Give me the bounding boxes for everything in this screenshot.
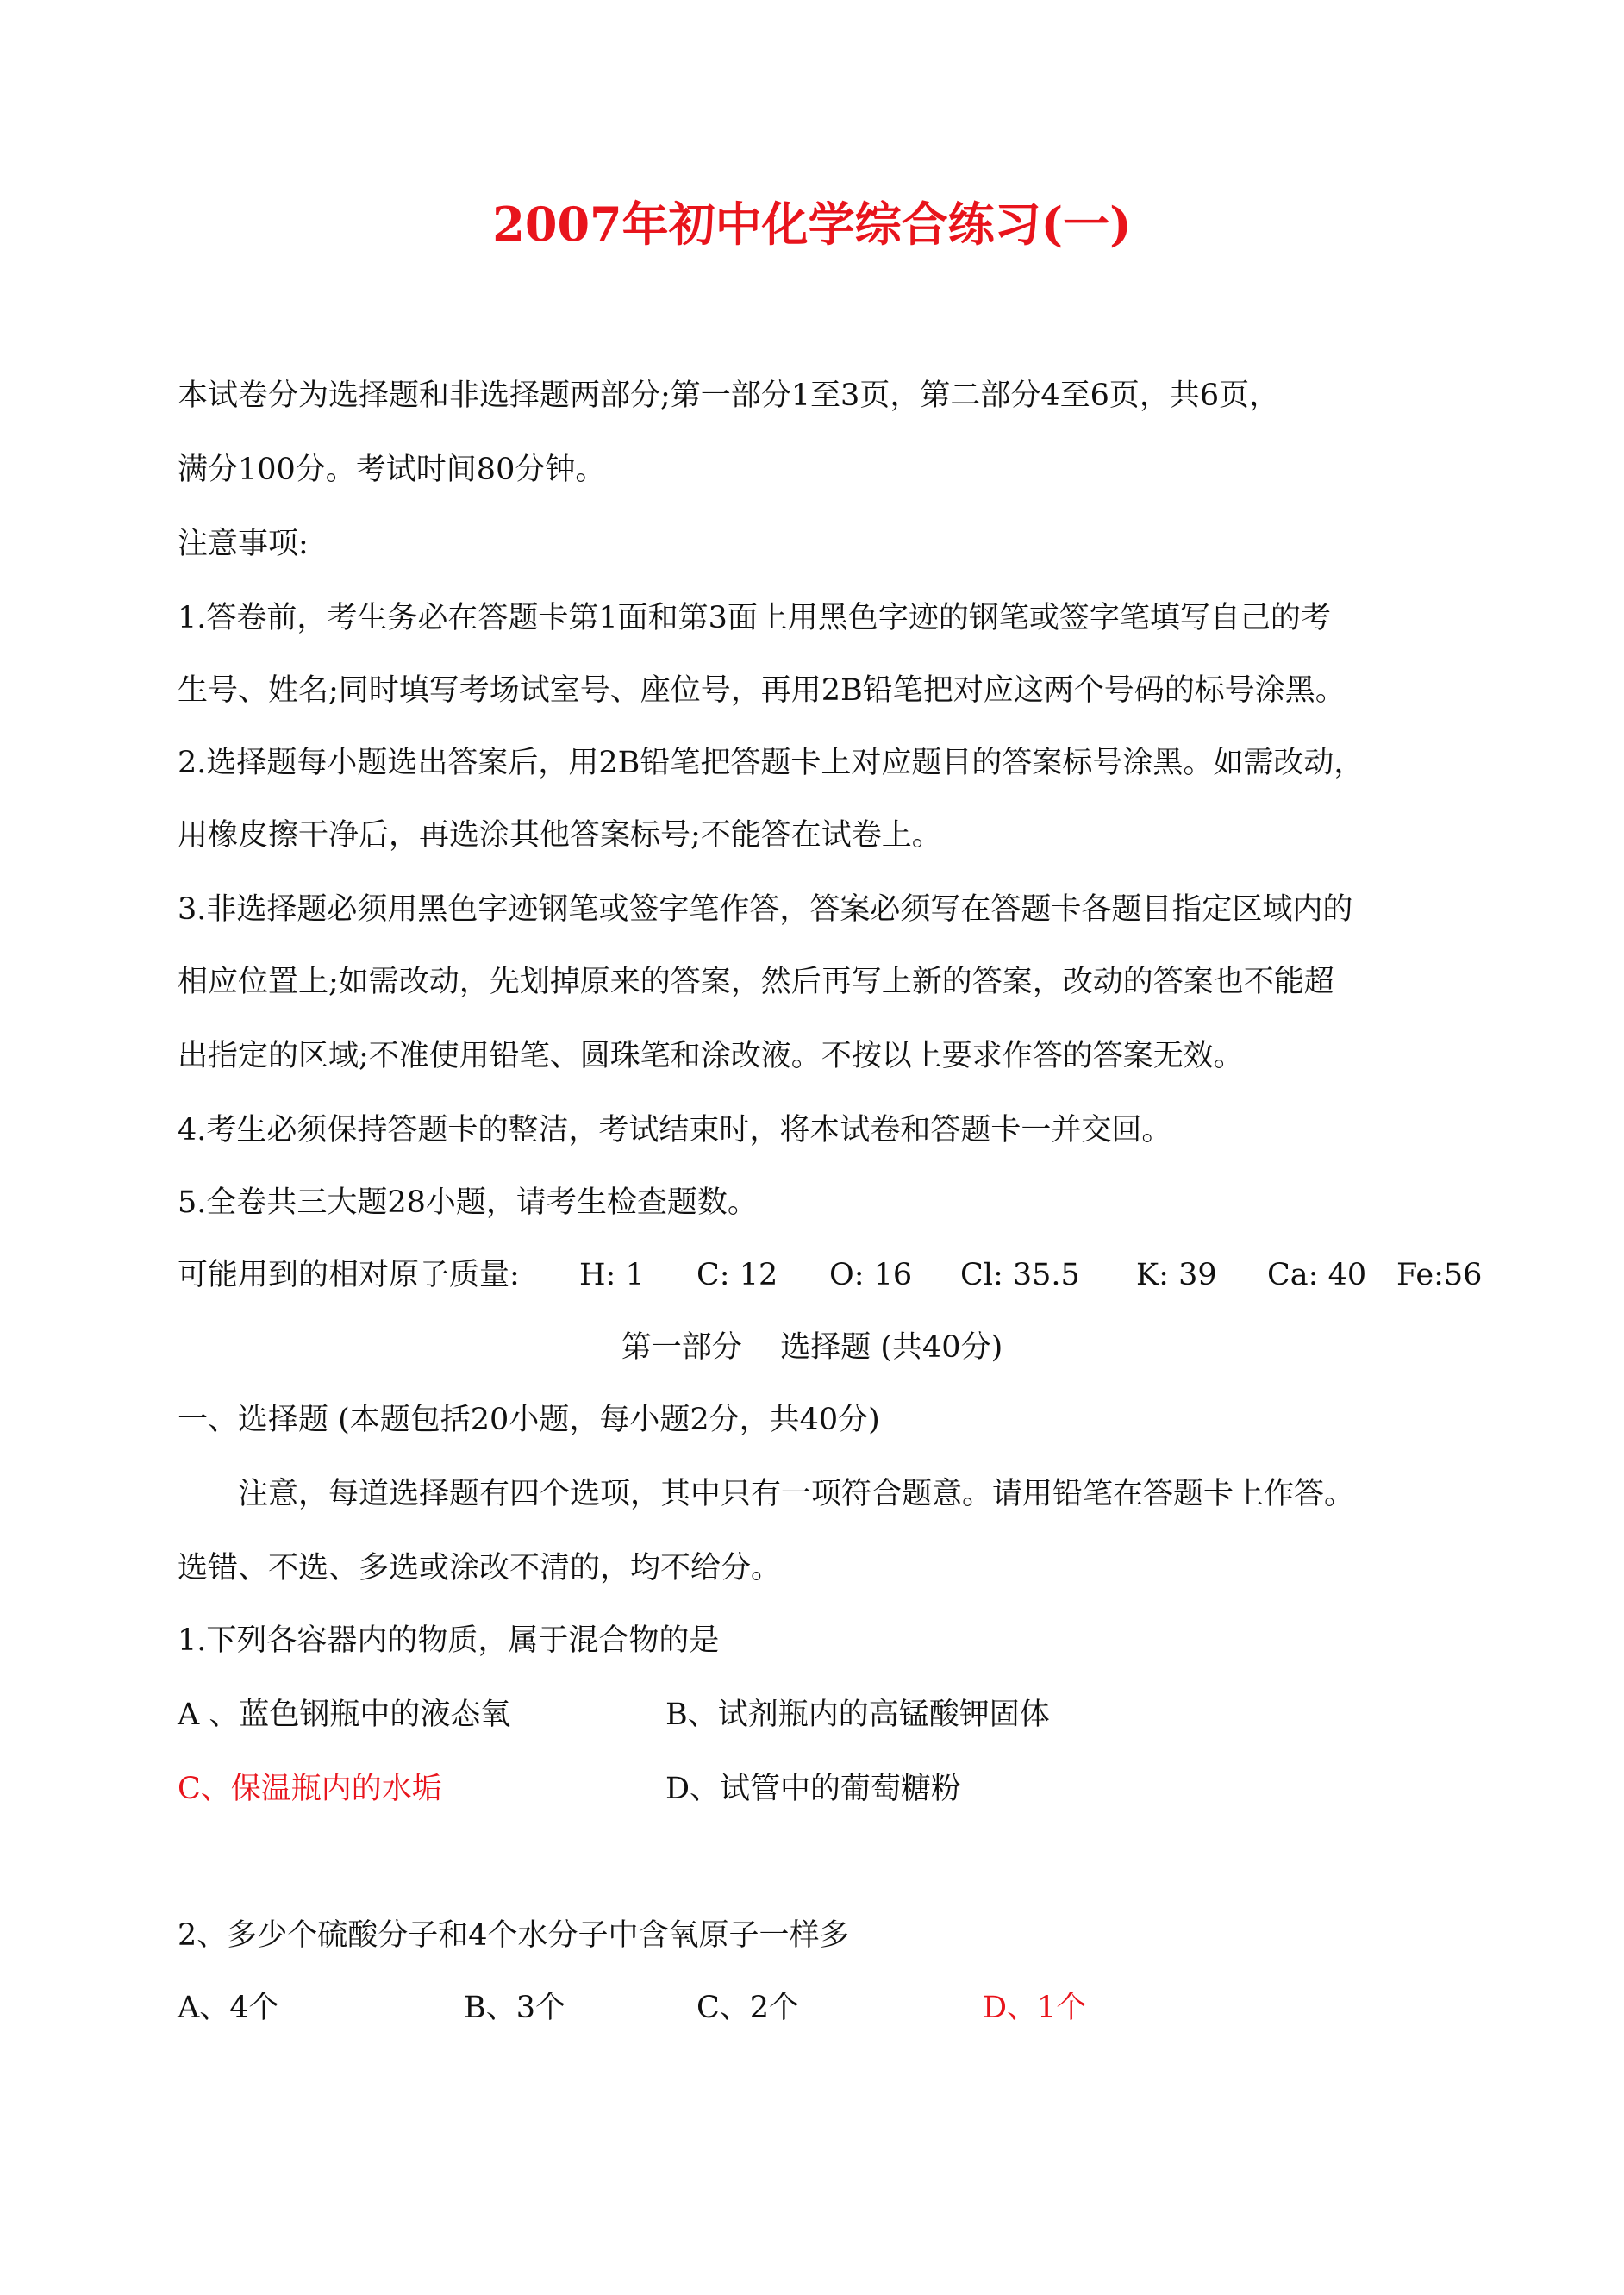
atomic-mass-cl: Cl: 35.5 — [960, 1258, 1080, 1292]
notes-heading: 注意事项: — [178, 527, 309, 561]
question-1-option-a: A 、蓝色钢瓶中的液态氧 — [178, 1698, 511, 1732]
note-line: 用橡皮擦干净后，再选涂其他答案标号;不能答在试卷上。 — [178, 818, 942, 853]
exam-title: 2007年初中化学综合练习(一) — [492, 197, 1132, 252]
note-line: 4.考生必须保持答题卡的整洁，考试结束时，将本试卷和答题卡一并交回。 — [178, 1113, 1172, 1148]
part1-heading: 第一部分 选择题 (共40分) — [621, 1330, 1003, 1365]
atomic-mass-o: O: 16 — [829, 1258, 913, 1292]
question-2-option-d: D、1个 — [983, 1991, 1087, 2025]
question-2-option-a: A、4个 — [178, 1991, 279, 2025]
question-1-option-b: B、试剂瓶内的高锰酸钾固体 — [665, 1698, 1050, 1732]
note-line: 出指定的区域;不准使用铅笔、圆珠笔和涂改液。不按以上要求作答的答案无效。 — [178, 1039, 1244, 1073]
atomic-mass-ca: Ca: 40 — [1267, 1258, 1367, 1292]
section1-heading: 一、选择题 (本题包括20小题，每小题2分，共40分) — [178, 1403, 880, 1437]
note-line: 生号、姓名;同时填写考场试室号、座位号，再用2B铅笔把对应这两个号码的标号涂黑。 — [178, 673, 1346, 708]
question-2-option-b: B、3个 — [464, 1991, 565, 2025]
note-line: 5.全卷共三大题28小题，请考生检查题数。 — [178, 1185, 758, 1220]
intro-line-2: 满分100分。考试时间80分钟。 — [178, 453, 606, 487]
question-1-option-c: C、保温瓶内的水垢 — [178, 1772, 442, 1806]
instruction-line-2: 选错、不选、多选或涂改不清的，均不给分。 — [178, 1551, 782, 1585]
atomic-mass-k: K: 39 — [1136, 1258, 1217, 1292]
question-1-stem: 1.下列各容器内的物质，属于混合物的是 — [178, 1623, 720, 1658]
note-line: 相应位置上;如需改动，先划掉原来的答案，然后再写上新的答案，改动的答案也不能超 — [178, 965, 1334, 999]
note-line: 3.非选择题必须用黑色字迹钢笔或签字笔作答，答案必须写在答题卡各题目指定区域内的 — [178, 892, 1353, 927]
question-2-stem: 2、多少个硫酸分子和4个水分子中含氧原子一样多 — [178, 1918, 850, 1953]
atomic-mass-fe: Fe:56 — [1396, 1258, 1483, 1292]
question-1-option-d: D、试管中的葡萄糖粉 — [665, 1772, 962, 1806]
note-line: 2.选择题每小题选出答案后，用2B铅笔把答题卡上对应题目的答案标号涂黑。如需改动， — [178, 746, 1365, 780]
intro-line-1: 本试卷分为选择题和非选择题两部分;第一部分1至3页，第二部分4至6页，共6页， — [178, 378, 1280, 413]
atomic-mass-h: H: 1 — [579, 1258, 645, 1292]
atomic-mass-label: 可能用到的相对原子质量: — [178, 1258, 520, 1292]
note-line: 1.答卷前，考生务必在答题卡第1面和第3面上用黑色字迹的钢笔或签字笔填写自己的考 — [178, 601, 1331, 635]
instruction-line-1: 注意，每道选择题有四个选项，其中只有一项符合题意。请用铅笔在答题卡上作答。 — [238, 1477, 1355, 1511]
question-2-option-c: C、2个 — [696, 1991, 800, 2025]
atomic-mass-c: C: 12 — [696, 1258, 778, 1292]
